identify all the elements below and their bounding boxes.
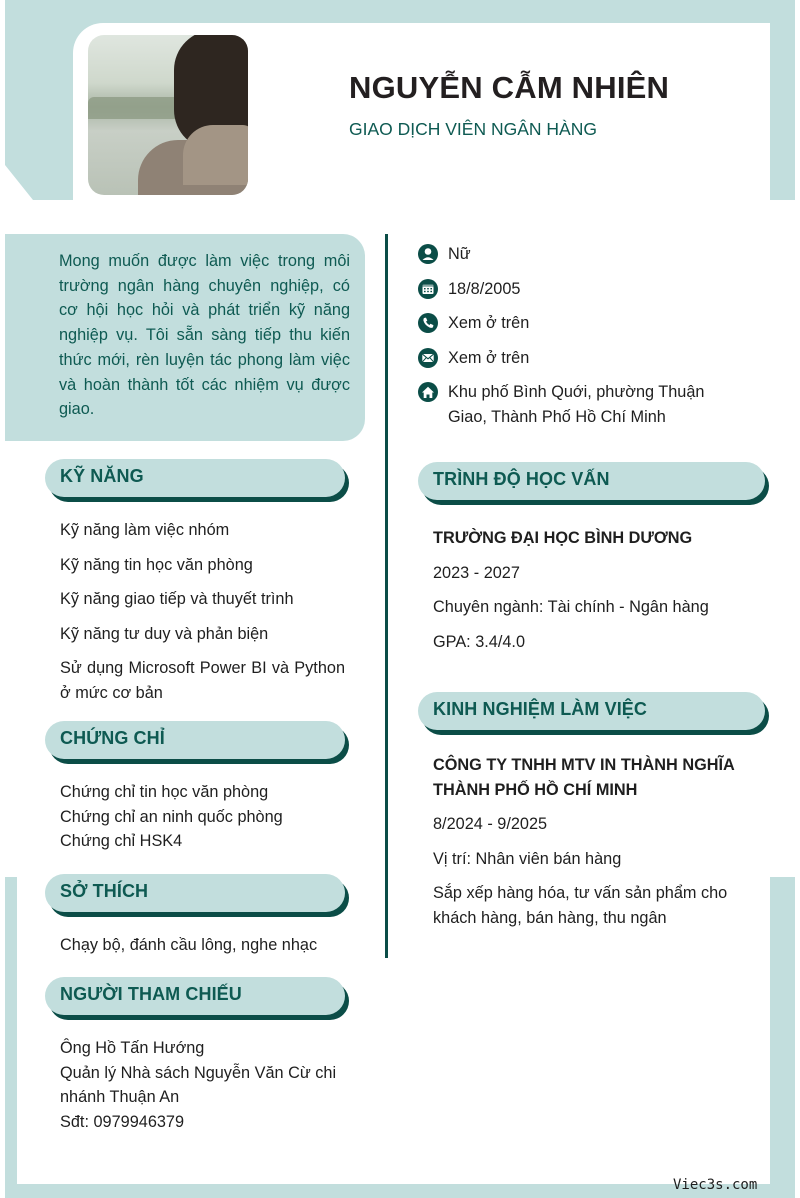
certificate-item: Chứng chỉ an ninh quốc phòng [60, 807, 283, 826]
section-header-experience [418, 692, 765, 730]
profile-photo [88, 35, 248, 195]
education-major: Chuyên ngành: Tài chính - Ngân hàng [433, 598, 709, 616]
phone-value: Xem ở trên [448, 314, 530, 332]
education-gpa: GPA: 3.4/4.0 [433, 632, 526, 651]
contact-email [418, 347, 748, 371]
section-header-hobbies [45, 874, 345, 912]
frame-corner-cut [5, 165, 33, 200]
job-title: GIAO DỊCH VIÊN NGÂN HÀNG [349, 119, 597, 139]
user-icon [418, 244, 438, 264]
skill-item: Kỹ năng làm việc nhóm [60, 521, 230, 539]
skills-list [60, 518, 345, 705]
career-objective-box [5, 234, 365, 441]
skill-item: Sử dụng Microsoft Power BI và Python ở mức cơ bản [60, 659, 345, 702]
experience-block [433, 753, 753, 930]
education-period: 2023 - 2027 [433, 563, 520, 582]
contact-gender [418, 243, 748, 267]
section-title: KỸ NĂNG [60, 466, 144, 486]
reference-phone: Sđt: 0979946379 [60, 1112, 185, 1131]
phone-icon [418, 313, 438, 333]
skill-item: Kỹ năng tư duy và phản biện [60, 624, 269, 643]
career-objective-text: Mong muốn được làm việc trong môi trường ngân hàng chuyên nghiệp, có cơ hội học hỏi và phát triển kỹ năng nghiệp vụ. Tôi sẵn sàng tiếp thu kiến thức mới, rèn luyện tác phong làm việc và hoàn thành tốt các nhiệm vụ được giao. [59, 252, 350, 419]
section-title: SỞ THÍCH [60, 881, 149, 901]
skill-item: Kỹ năng tin học văn phòng [60, 555, 253, 574]
section-header-skills [45, 459, 345, 497]
hobbies-text [60, 933, 345, 958]
company-name: CÔNG TY TNHH MTV IN THÀNH NGHĨA THÀNH PHỐ HỒ CHÍ MINH [433, 756, 735, 799]
column-divider [385, 234, 388, 958]
contact-address [418, 381, 748, 429]
gender-value: Nữ [448, 245, 471, 263]
email-value: Xem ở trên [448, 348, 530, 367]
contact-info [418, 243, 748, 440]
reference-position: Quản lý Nhà sách Nguyễn Văn Cừ chi nhánh Thuận An [60, 1063, 337, 1106]
birthdate-value: 18/8/2005 [448, 279, 521, 298]
section-title: NGƯỜI THAM CHIẾU [60, 984, 242, 1004]
certificate-item: Chứng chỉ tin học văn phòng [60, 783, 269, 801]
education-block [433, 526, 753, 654]
section-title: KINH NGHIỆM LÀM VIỆC [433, 699, 648, 719]
address-value: Khu phố Bình Quới, phường Thuận Giao, Thành Phố Hồ Chí Minh [448, 383, 705, 426]
section-title: CHỨNG CHỈ [60, 728, 165, 748]
contact-phone [418, 312, 748, 336]
experience-period: 8/2024 - 9/2025 [433, 815, 548, 833]
certificates-list [60, 780, 345, 854]
reference-name: Ông Hồ Tấn Hướng [60, 1039, 205, 1057]
section-header-education [418, 462, 765, 500]
section-header-references [45, 977, 345, 1015]
watermark: Viec3s.com [673, 1177, 758, 1193]
section-header-certificates [45, 721, 345, 759]
contact-birthdate [418, 278, 748, 302]
certificate-item: Chứng chỉ HSK4 [60, 832, 183, 850]
skill-item: Kỹ năng giao tiếp và thuyết trình [60, 590, 294, 608]
experience-position: Vị trí: Nhân viên bán hàng [433, 849, 622, 868]
calendar-icon [418, 279, 438, 299]
hobbies-value: Chạy bộ, đánh cầu lông, nghe nhạc [60, 936, 318, 954]
experience-description: Sắp xếp hàng hóa, tư vấn sản phẩm cho khách hàng, bán hàng, thu ngân [433, 884, 728, 927]
school-name: TRƯỜNG ĐẠI HỌC BÌNH DƯƠNG [433, 529, 693, 547]
candidate-name: NGUYỄN CẪM NHIÊN [349, 70, 670, 105]
frame-right-edge [770, 23, 795, 200]
section-title: TRÌNH ĐỘ HỌC VẤN [433, 469, 610, 489]
references-list [60, 1036, 350, 1134]
home-icon [418, 382, 438, 402]
email-icon [418, 348, 438, 368]
